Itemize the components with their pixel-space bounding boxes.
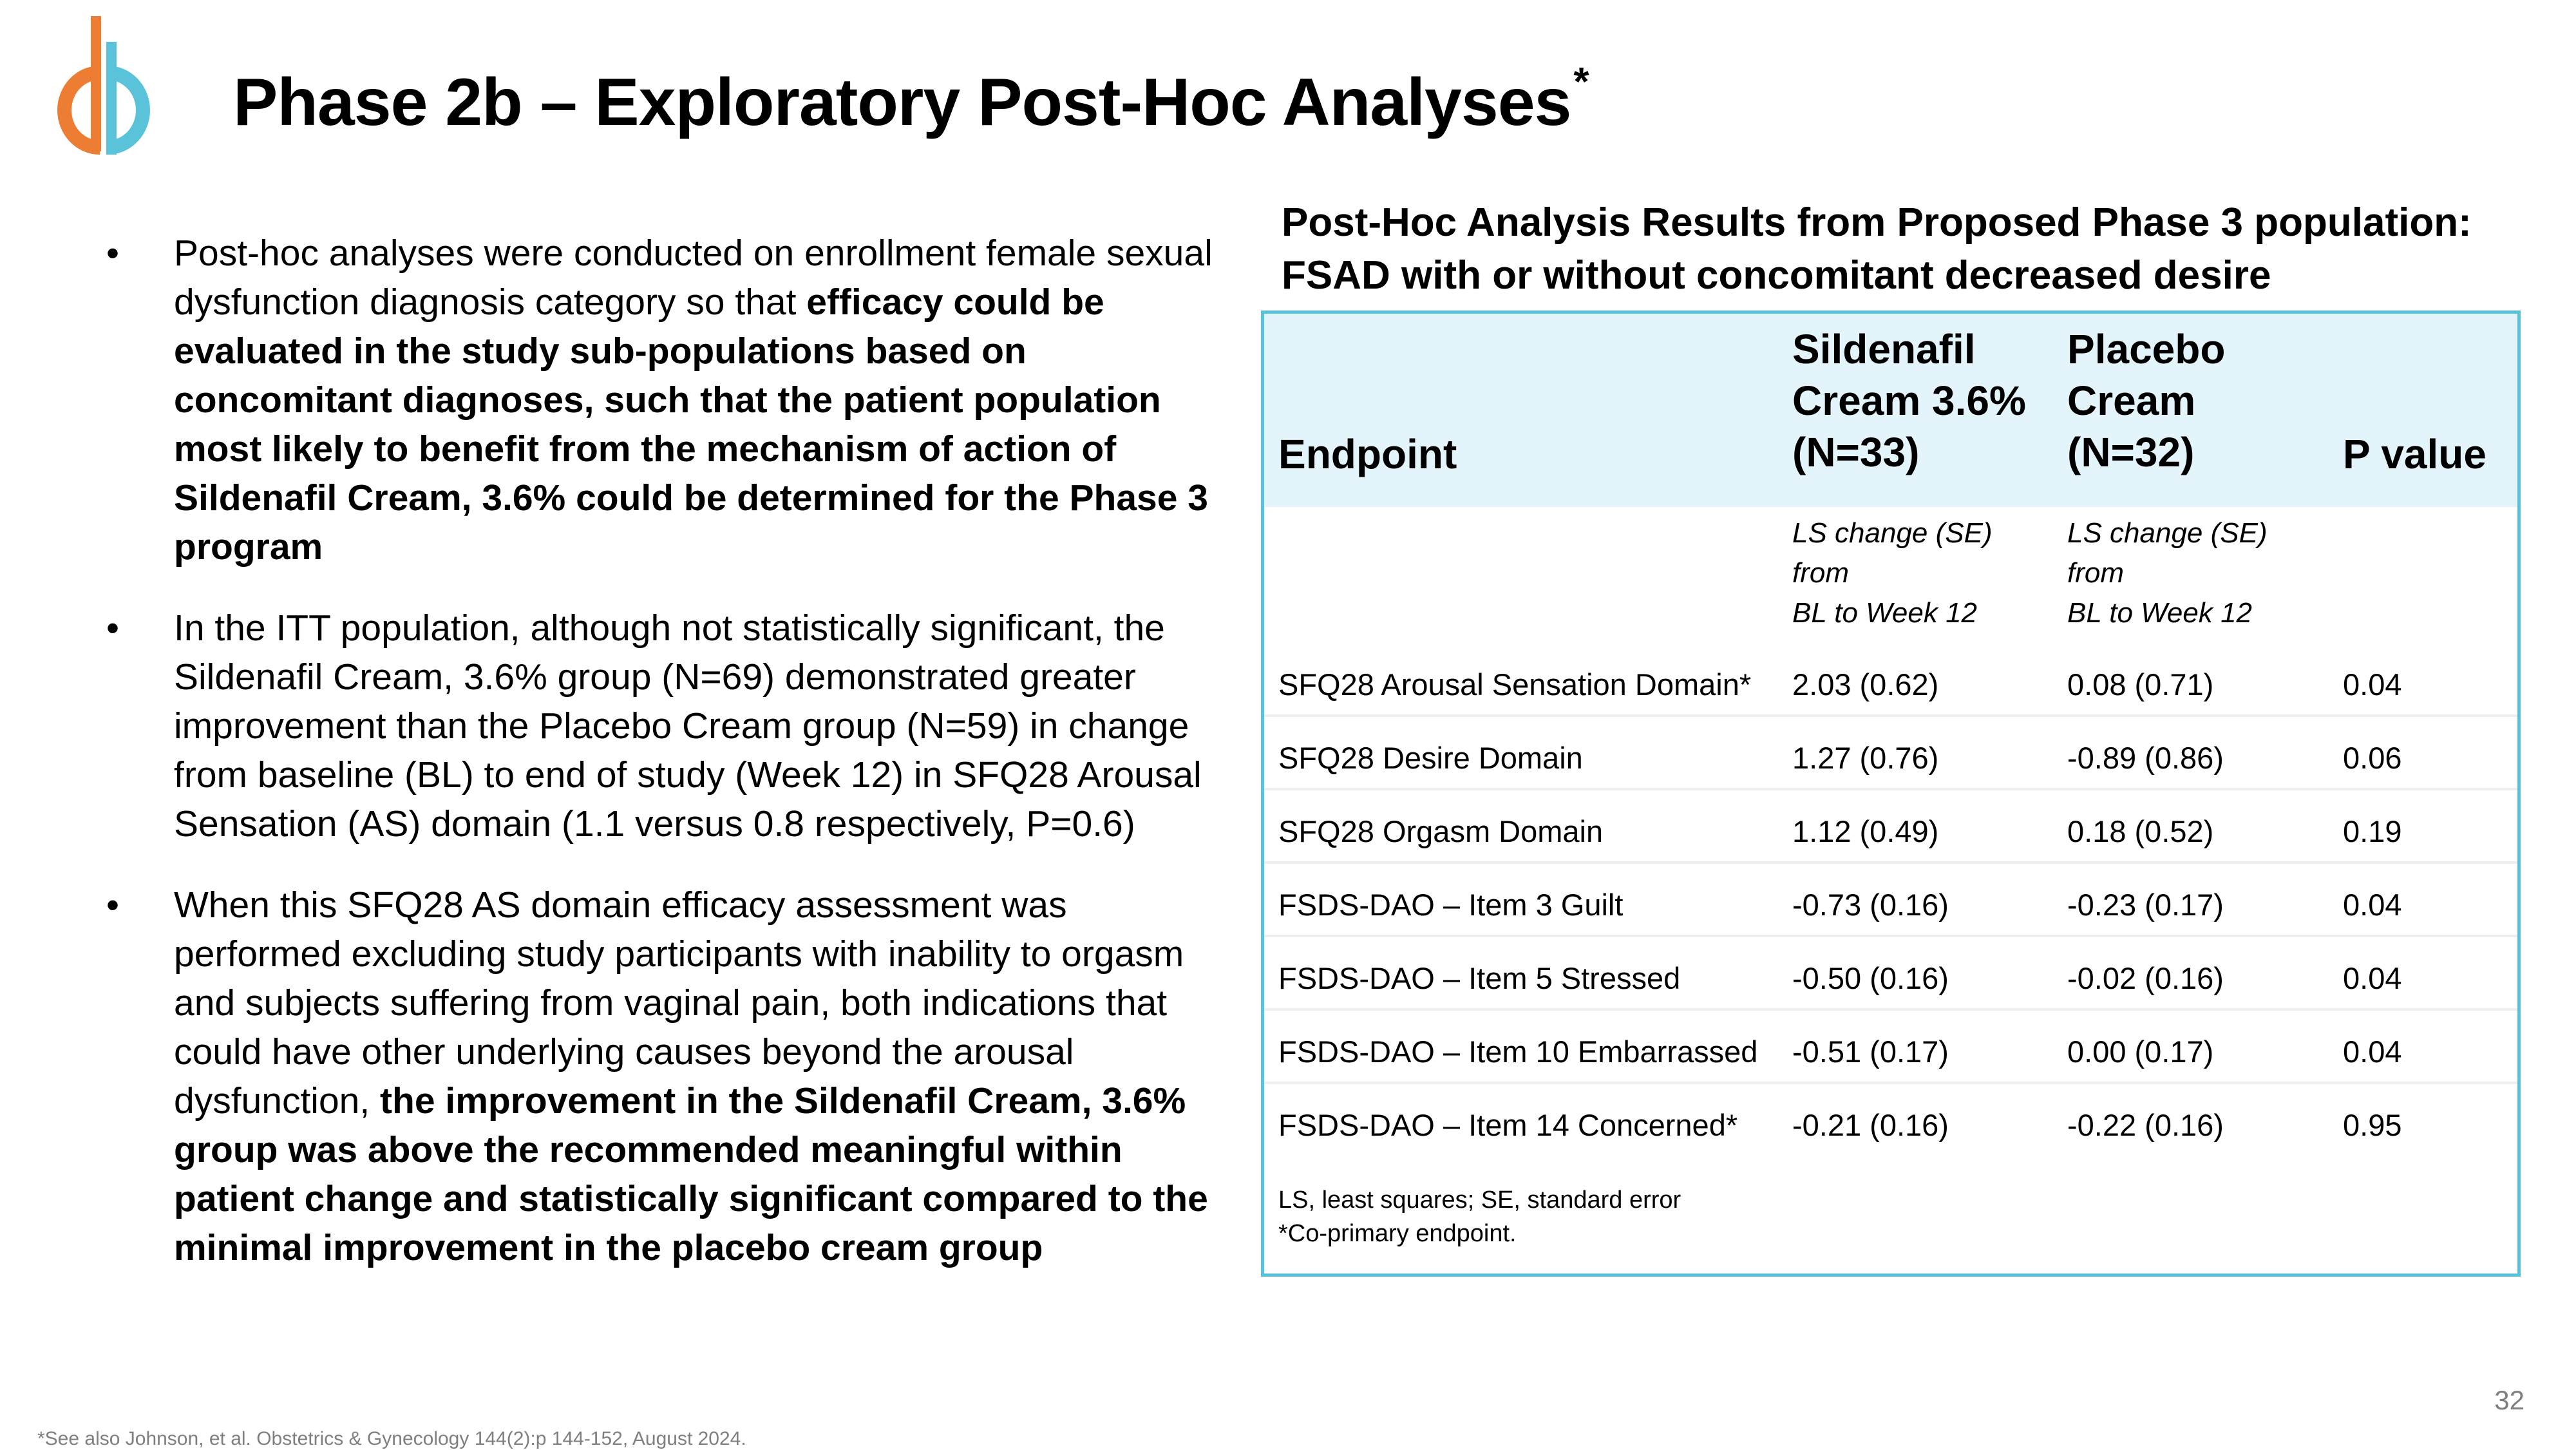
table-row [1264,864,2517,937]
row-endpoint: SFQ28 Orgasm Domain [1278,814,1604,848]
row-endpoint: SFQ28 Arousal Sensation Domain* [1278,667,1752,701]
row-endpoint: FSDS-DAO – Item 10 Embarrassed [1278,1035,1758,1069]
row-pvalue: 0.04 [2343,667,2402,701]
row-placebo: 0.08 (0.71) [2067,667,2214,701]
bullet-marker: • [106,233,119,274]
row-sildenafil: 2.03 (0.62) [1792,667,1939,701]
subheader-sildenafil [1792,513,1993,633]
title-superscript: * [1573,60,1589,105]
bullet-text-bold: efficacy could be evaluated in the study sub-populations based on concomitant diagnoses, such that the patient population most likely to benefit from the mechanism of action of Sildenafil Cream, 3.6% could be determined for the Phase 3 program [174,281,1208,568]
table-footnote: LS, least squares; SE, standard error [1278,1187,1681,1214]
row-placebo: -0.23 (0.17) [2067,888,2224,922]
row-endpoint: FSDS-DAO – Item 14 Concerned* [1278,1108,1738,1142]
row-sildenafil: 1.27 (0.76) [1792,741,1939,775]
header-sildenafil-line2: Cream 3.6% [1792,377,2026,424]
table-footnotes [1278,1183,1681,1250]
header-placebo-line2: Cream [2067,377,2196,424]
row-pvalue: 0.95 [2343,1108,2402,1142]
subheader-line1: LS change (SE) [1792,517,1993,549]
header-sildenafil [1792,323,2026,478]
bullet-text: When this SFQ28 AS domain efficacy assessment was performed excluding study participants with inability to orgasm and subjects suffering from vaginal pain, both indications that could have other underlying causes beyond the arousal dysfunction, [174,884,1184,1121]
bullet-marker: • [106,607,119,649]
row-placebo: 0.18 (0.52) [2067,814,2214,848]
reference-footnote: *See also Johnson, et al. Obstetrics & Gynecology 144(2):p 144-152, August 2024. [37,1428,746,1449]
bullet-list [106,229,1214,1304]
row-placebo: -0.22 (0.16) [2067,1108,2224,1142]
subheader-line2: from [2067,557,2124,589]
bullet-item [106,604,1214,848]
table-row [1264,717,2517,790]
row-sildenafil: -0.51 (0.17) [1792,1035,1949,1069]
bullet-item [106,881,1214,1272]
header-endpoint: Endpoint [1278,431,1457,477]
subheader-placebo [2067,513,2268,633]
header-pvalue: P value [2343,431,2486,477]
bullet-item [106,229,1214,571]
company-logo-icon [48,16,158,158]
subheader-line3: BL to Week 12 [1792,597,1978,629]
table-row [1264,644,2517,717]
header-sildenafil-line3: (N=33) [1792,429,1920,475]
row-sildenafil: -0.50 (0.16) [1792,961,1949,995]
row-pvalue: 0.04 [2343,961,2402,995]
row-sildenafil: 1.12 (0.49) [1792,814,1939,848]
subheader-line3: BL to Week 12 [2067,597,2253,629]
bullet-text: Post-hoc analyses were conducted on enrollment female sexual dysfunction diagnosis category so that [174,233,1213,323]
slide-title [233,60,1589,141]
row-pvalue: 0.04 [2343,888,2402,922]
table-row [1264,937,2517,1011]
row-sildenafil: -0.73 (0.16) [1792,888,1949,922]
slide-title-text: Phase 2b – Exploratory Post-Hoc Analyses [233,65,1571,140]
header-sildenafil-line1: Sildenafil [1792,326,1976,372]
row-endpoint: SFQ28 Desire Domain [1278,741,1583,775]
row-placebo: -0.89 (0.86) [2067,741,2224,775]
table-heading-line2: FSAD with or without concomitant decreased desire [1282,253,2271,298]
results-table [1261,310,2521,1277]
row-placebo: -0.02 (0.16) [2067,961,2224,995]
table-footnote: *Co-primary endpoint. [1278,1220,1517,1247]
table-header [1264,314,2517,507]
page-number: 32 [2494,1385,2524,1415]
row-sildenafil: -0.21 (0.16) [1792,1108,1949,1142]
subheader-line2: from [1792,557,1849,589]
subheader-line1: LS change (SE) [2067,517,2268,549]
row-pvalue: 0.04 [2343,1035,2402,1069]
table-row [1264,790,2517,864]
bullet-text: In the ITT population, although not statistically significant, the Sildenafil Cream, 3.6% group (N=69) demonstrated greater improvement than the Placebo Cream group (N=59) in change from baseline (BL) to end of study (Week 12) in SFQ28 Arousal Sensation (AS) domain (1.1 versus 0.8 respectively, P=0.6) [174,607,1202,844]
bullet-marker: • [106,884,119,926]
row-pvalue: 0.06 [2343,741,2402,775]
row-endpoint: FSDS-DAO – Item 5 Stressed [1278,961,1681,995]
table-row [1264,1084,2517,1158]
header-placebo-line3: (N=32) [2067,429,2195,475]
table-row [1264,1011,2517,1084]
header-placebo-line1: Placebo [2067,326,2226,372]
row-pvalue: 0.19 [2343,814,2402,848]
row-endpoint: FSDS-DAO – Item 3 Guilt [1278,888,1624,922]
header-placebo [2067,323,2225,478]
table-heading-line1: Post-Hoc Analysis Results from Proposed Phase 3 population: [1282,200,2472,245]
row-placebo: 0.00 (0.17) [2067,1035,2214,1069]
table-heading [1282,196,2537,302]
bullet-text-bold: the improvement in the Sildenafil Cream, 3.6% group was above the recommended meaningful within patient change and statistically significant compared to the minimal improvement in the placebo cream group [174,1080,1208,1268]
